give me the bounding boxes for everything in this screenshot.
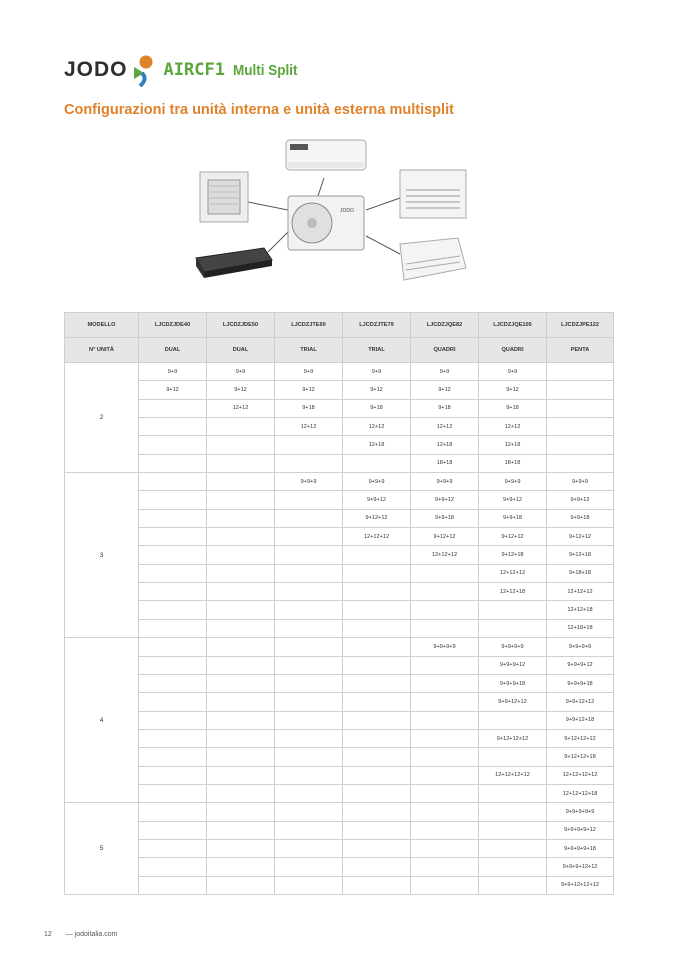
combination-cell [275,619,343,637]
combination-cell: 9+9+18 [479,509,547,527]
table-row [65,564,614,582]
combination-cell [139,418,207,436]
combination-cell [411,619,479,637]
combination-cell: 12+18+18 [547,619,614,637]
table-body [65,363,614,895]
combination-cell [207,674,275,692]
combination-cell: 9+9+9 [479,473,547,491]
combination-cell: 12+12+18 [547,601,614,619]
combination-cell: 9+9+9 [547,473,614,491]
combination-cell [343,454,411,472]
combination-cell [207,509,275,527]
ceiling-floor-unit-icon [400,238,466,280]
type-header-cell: DUAL [139,338,207,363]
combination-cell: 9+9 [139,363,207,381]
combination-cell: 12+12+12+18 [547,784,614,802]
combination-cell: 9+12+12+12 [547,729,614,747]
combination-cell: 12+18 [411,436,479,454]
combination-cell: 9+12+12+18 [547,748,614,766]
combination-cell [343,803,411,821]
combination-cell [479,821,547,839]
model-header-cell: LJCDZJTE79 [343,313,411,338]
table-row [65,418,614,436]
combination-cell [411,601,479,619]
combination-cell [343,564,411,582]
combination-cell [275,839,343,857]
combination-cell [479,839,547,857]
combination-cell [207,858,275,876]
combination-cell [139,711,207,729]
combination-cell: 9+9+12 [411,491,479,509]
combination-cell [139,674,207,692]
combination-cell [275,711,343,729]
combination-cell: 12+12 [411,418,479,436]
combination-cell: 12+12 [343,418,411,436]
combination-cell [275,766,343,784]
combination-cell [139,729,207,747]
combination-cell: 9+9+9+9 [547,638,614,656]
combination-cell: 18+18 [411,454,479,472]
combination-cell [547,363,614,381]
combination-cell: 9+9+9+12 [547,656,614,674]
table-row [65,674,614,692]
combination-cell [479,619,547,637]
combination-cell [479,748,547,766]
combination-cell [207,583,275,601]
combination-cell [275,509,343,527]
type-header-cell: QUADRI [479,338,547,363]
combination-cell: 9+9+9+9+9 [547,803,614,821]
combination-cell [275,436,343,454]
product-name: AIRCF1 [163,60,225,80]
combination-cell [207,748,275,766]
combination-cell [139,858,207,876]
combination-cell: 12+12+12 [479,564,547,582]
combination-cell: 12+12+12+12 [479,766,547,784]
table-row [65,839,614,857]
combination-cell: 12+12+18 [479,583,547,601]
combination-cell [275,748,343,766]
combination-cell: 9+9 [343,363,411,381]
combination-cell: 9+12+12 [479,528,547,546]
combination-cell [275,454,343,472]
combination-cell [547,454,614,472]
table-row [65,803,614,821]
model-header-row [65,313,614,338]
combination-cell [207,619,275,637]
combination-cell [207,784,275,802]
combination-cell: 12+18 [343,436,411,454]
table-row [65,546,614,564]
combination-cell [343,821,411,839]
combination-cell [207,711,275,729]
combination-cell [139,803,207,821]
combination-cell: 9+12+12 [547,528,614,546]
combination-cell: 12+12+12 [547,583,614,601]
combination-cell [479,711,547,729]
combination-cell: 12+12+12 [343,528,411,546]
table-row [65,619,614,637]
combination-cell [207,803,275,821]
combination-cell: 9+12 [411,381,479,399]
combination-cell: 9+9 [275,363,343,381]
table-row [65,583,614,601]
combination-cell: 9+9+9 [343,473,411,491]
combination-cell: 9+9+9+18 [479,674,547,692]
combination-cell: 9+9+12+12+12 [547,876,614,894]
table-row [65,363,614,381]
combination-cell [207,528,275,546]
combination-cell [207,876,275,894]
combination-cell [275,583,343,601]
combination-cell [411,766,479,784]
combination-cell [479,876,547,894]
page-number: 12 [44,931,52,938]
combination-cell: 9+18 [479,399,547,417]
combination-cell [411,656,479,674]
combination-cell [343,693,411,711]
table-row [65,473,614,491]
combination-cell: 9+18 [275,399,343,417]
table-row [65,711,614,729]
combination-cell [139,528,207,546]
brand-logo-mark-icon [130,53,156,87]
combination-cell: 9+9+9 [275,473,343,491]
table-row [65,528,614,546]
combination-cell [207,729,275,747]
combination-cell [275,546,343,564]
floor-console-unit-icon [400,170,466,218]
combination-cell [343,784,411,802]
combination-cell [207,436,275,454]
table-row [65,729,614,747]
website-link[interactable]: — jodoitalia.com [65,931,118,938]
table-row [65,491,614,509]
combination-cell [479,858,547,876]
combination-cell [343,546,411,564]
combination-cell [411,839,479,857]
combination-cell [411,784,479,802]
combination-cell [207,839,275,857]
combination-cell [411,748,479,766]
combination-cell: 9+9+9+18 [547,674,614,692]
combination-cell: 9+12 [139,381,207,399]
combination-cell [139,546,207,564]
combination-cell [479,784,547,802]
combination-cell [411,674,479,692]
combination-cell [275,564,343,582]
combination-cell [139,619,207,637]
combination-cell [139,876,207,894]
combination-cell [139,784,207,802]
combination-cell: 9+9 [207,363,275,381]
combination-cell [547,418,614,436]
combination-cell: 9+9+18 [411,509,479,527]
combination-cell: 9+9+9+12+12 [547,858,614,876]
combination-cell: 18+18 [479,454,547,472]
combination-cell: 12+12 [275,418,343,436]
combination-cell [411,821,479,839]
combination-cell: 9+12+12+12 [479,729,547,747]
product-subname: Multi Split [232,61,298,79]
combination-cell: 9+9+9+9 [479,638,547,656]
table-row [65,876,614,894]
combination-cell [207,454,275,472]
combination-cell [207,693,275,711]
combination-cell [547,399,614,417]
combination-cell: 9+12+12 [411,528,479,546]
combination-cell: 9+9+18 [547,509,614,527]
combination-cell [275,638,343,656]
combination-cell: 12+12+12+12 [547,766,614,784]
table-row [65,821,614,839]
combination-cell [139,821,207,839]
combination-cell [207,418,275,436]
combination-cell: 9+9+12 [343,491,411,509]
combination-cell [139,748,207,766]
combination-cell [411,711,479,729]
combination-cell: 9+12 [479,381,547,399]
combination-cell: 9+12+12 [343,509,411,527]
table-row [65,766,614,784]
model-header-cell: LJCDZJTE60 [275,313,343,338]
ducted-unit-icon [196,248,272,278]
combination-cell [275,729,343,747]
table-row [65,693,614,711]
combination-cell [343,601,411,619]
model-header-cell: LJCDZJDE50 [207,313,275,338]
table-row [65,656,614,674]
combination-cell [343,766,411,784]
combination-cell: 9+9+12 [479,491,547,509]
combination-cell: 9+9+12+12 [547,693,614,711]
combination-cell [343,711,411,729]
combination-cell [275,491,343,509]
wall-split-unit-icon [286,140,366,170]
outdoor-unit-icon [288,196,364,250]
table-row [65,381,614,399]
combination-cell [139,399,207,417]
table-row [65,601,614,619]
combination-cell [275,821,343,839]
combination-cell [343,748,411,766]
combination-cell [207,491,275,509]
combination-cell [275,858,343,876]
combination-cell [411,693,479,711]
svg-text:JODO: JODO [340,208,354,214]
table-row [65,638,614,656]
table-row [65,509,614,527]
combination-cell: 9+9+12+18 [547,711,614,729]
table-row [65,858,614,876]
combination-cell [411,583,479,601]
combination-cell [411,564,479,582]
header [64,52,305,88]
combination-cell: 9+9+9+9 [411,638,479,656]
combination-cell [207,638,275,656]
combination-cell [547,381,614,399]
model-header-cell: LJCDZJDE40 [139,313,207,338]
combination-cell [139,656,207,674]
combination-cell [411,803,479,821]
combination-cell [411,876,479,894]
combination-cell [139,564,207,582]
combination-cell [343,674,411,692]
combination-cell [207,546,275,564]
brand-logo-text: JODO [64,58,128,81]
units-column-label: N° UNITÀ [65,338,139,363]
combination-cell: 12+12+12 [411,546,479,564]
combination-cell [207,473,275,491]
combination-cell [139,583,207,601]
model-header-cell: LJCDZJQE105 [479,313,547,338]
type-header-cell: DUAL [207,338,275,363]
units-illustration [188,134,468,294]
type-header-row [65,338,614,363]
type-header-cell: QUADRI [411,338,479,363]
configuration-table [64,312,614,895]
combination-cell [275,784,343,802]
combination-cell: 9+9+12+12 [479,693,547,711]
combination-cell: 9+12+18 [479,546,547,564]
combination-cell [275,674,343,692]
combination-cell [343,729,411,747]
combination-cell: 9+18 [411,399,479,417]
combination-cell [139,491,207,509]
combination-cell [139,638,207,656]
combination-cell [411,858,479,876]
cassette-unit-icon [200,172,248,222]
combination-cell [207,601,275,619]
combination-cell: 9+12+18 [547,546,614,564]
combination-cell [207,766,275,784]
combination-cell [275,528,343,546]
combination-cell: 9+12 [207,381,275,399]
page-subtitle: Configurazioni tra unità interna e unità esterna multisplit [64,102,454,118]
combination-cell [343,638,411,656]
combination-cell [343,858,411,876]
unit-count-cell: 3 [65,473,139,638]
combination-cell [547,436,614,454]
combination-cell [139,473,207,491]
combination-cell: 12+12 [479,418,547,436]
footer [44,931,118,938]
combination-cell: 9+9+9+12 [479,656,547,674]
unit-count-cell: 2 [65,363,139,473]
combination-cell: 12+12 [207,399,275,417]
model-header-cell: LJCDZJQE82 [411,313,479,338]
combination-cell [207,821,275,839]
combination-cell [207,564,275,582]
unit-count-cell: 4 [65,638,139,803]
combination-cell [411,729,479,747]
combination-cell [139,766,207,784]
combination-cell [139,693,207,711]
combination-cell [139,601,207,619]
combination-cell: 9+9+9+9+18 [547,839,614,857]
combination-cell [139,509,207,527]
combination-cell [207,656,275,674]
combination-cell: 9+12 [275,381,343,399]
combination-cell [275,803,343,821]
combination-cell [275,601,343,619]
table-row [65,436,614,454]
combination-cell [343,839,411,857]
combination-cell: 9+9+9+9+12 [547,821,614,839]
combination-cell [343,876,411,894]
combination-cell: 9+12 [343,381,411,399]
combination-cell [343,656,411,674]
model-column-label: MODELLO [65,313,139,338]
combination-cell [479,803,547,821]
combination-cell [275,656,343,674]
combination-cell [275,693,343,711]
combination-cell [343,619,411,637]
type-header-cell: TRIAL [275,338,343,363]
table-row [65,399,614,417]
combination-cell: 9+9+12 [547,491,614,509]
combination-cell: 9+9+9 [411,473,479,491]
combination-cell [139,839,207,857]
combination-cell [139,454,207,472]
combination-cell [139,436,207,454]
combination-cell: 9+9 [411,363,479,381]
combination-cell: 9+18 [343,399,411,417]
table-row [65,784,614,802]
table-row [65,454,614,472]
model-header-cell: LJCDZJPE122 [547,313,614,338]
combination-cell: 9+18+18 [547,564,614,582]
table-row [65,748,614,766]
type-header-cell: PENTA [547,338,614,363]
combination-cell [275,876,343,894]
combination-cell [479,601,547,619]
combination-cell: 12+18 [479,436,547,454]
combination-cell: 9+9 [479,363,547,381]
type-header-cell: TRIAL [343,338,411,363]
unit-count-cell: 5 [65,803,139,895]
combination-cell [343,583,411,601]
